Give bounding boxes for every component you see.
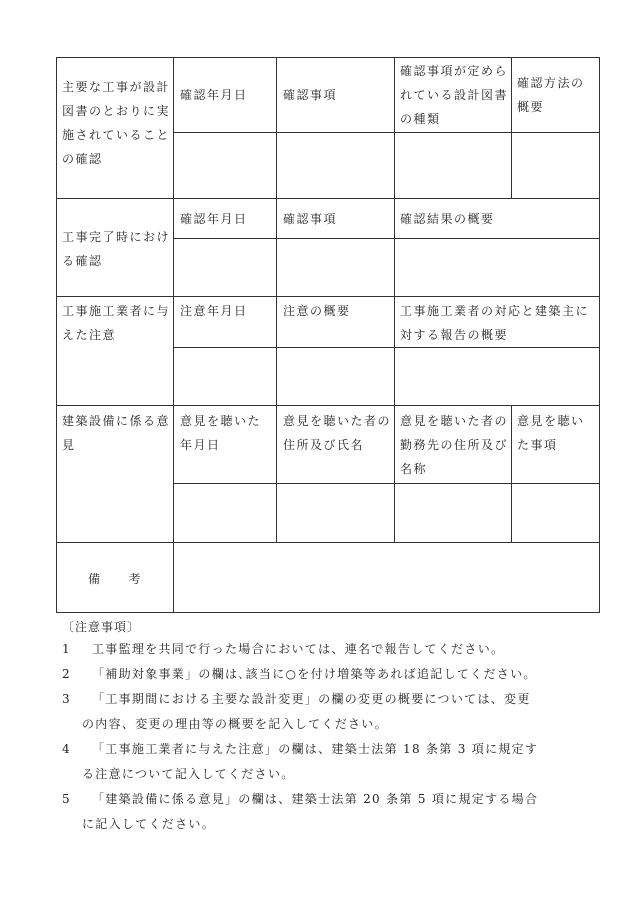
r2-v1-cell[interactable] <box>173 238 277 297</box>
r1-label: 主要な工事が設計図書のとおりに実施されていることの確認 <box>62 80 171 166</box>
note-item-1: 1 工事監理を共同で行った場合においては、連名で報告してください。 <box>62 642 505 656</box>
r3-header-response: 工事施工業者の対応と建築主に対する報告の概要 <box>400 304 590 342</box>
r3-header-date: 注意年月日 <box>180 304 248 318</box>
r2-v2-cell[interactable] <box>276 238 395 297</box>
r5-label: 備 考 <box>87 572 142 586</box>
r4-v2-cell[interactable] <box>276 483 395 543</box>
r4-header-date: 意見を聴いた年月日 <box>180 414 262 452</box>
r1-v3-cell[interactable] <box>394 132 512 199</box>
r2-header-item: 確認事項 <box>283 212 338 226</box>
r1-v4-cell[interactable] <box>511 132 600 199</box>
r4-label: 建築設備に係る意見 <box>62 414 171 452</box>
r4-header-person: 意見を聴いた者の住所及び氏名 <box>283 414 392 452</box>
notes-title: 〔注意事項〕 <box>62 620 141 634</box>
note-item-5: 5 「建築設備に係る意見」の欄は、建築士法第 20 条第 5 項に規定する場合 に記入してください。 <box>62 792 539 831</box>
r1-header-date: 確認年月日 <box>180 88 248 102</box>
r4-v4-cell[interactable] <box>511 483 600 543</box>
r5-value-cell[interactable] <box>173 542 600 613</box>
r3-v2-cell[interactable] <box>276 347 395 406</box>
r3-label: 工事施工業者に与えた注意 <box>62 304 171 342</box>
r4-v3-cell[interactable] <box>394 483 512 543</box>
r4-header-matter: 意見を聴いた事項 <box>517 414 585 452</box>
r2-header-date: 確認年月日 <box>180 212 248 226</box>
r1-header-item: 確認事項 <box>283 88 338 102</box>
r3-header-summary: 注意の概要 <box>283 304 351 318</box>
r4-v1-cell[interactable] <box>173 483 277 543</box>
note-item-3: 3 「工事期間における主要な設計変更」の欄の変更の概要については、変更 の内容、変更の理由等の概要を記入してください。 <box>62 692 531 731</box>
r2-label: 工事完了時における確認 <box>62 230 171 268</box>
r1-v2-cell[interactable] <box>276 132 395 199</box>
r4-header-workplace: 意見を聴いた者の勤務先の住所及び名称 <box>400 414 509 476</box>
note-item-4: 4 「工事施工業者に与えた注意」の欄は、建築士法第 18 条第 3 項に規定す る注意について記入してください。 <box>62 742 539 781</box>
r1-v1-cell[interactable] <box>173 132 277 199</box>
r1-header-method: 確認方法の概要 <box>517 76 585 114</box>
r3-v1-cell[interactable] <box>173 347 277 406</box>
r2-v3-cell[interactable] <box>394 238 600 297</box>
r1-header-doc-type: 確認事項が定められている設計図書の種類 <box>400 64 509 126</box>
r3-v3-cell[interactable] <box>394 347 600 406</box>
note-item-2: 2 「補助対象事業」の欄は､該当に○を付け増築等あれば追記してください。 <box>62 667 537 681</box>
r2-header-result: 確認結果の概要 <box>400 212 495 226</box>
